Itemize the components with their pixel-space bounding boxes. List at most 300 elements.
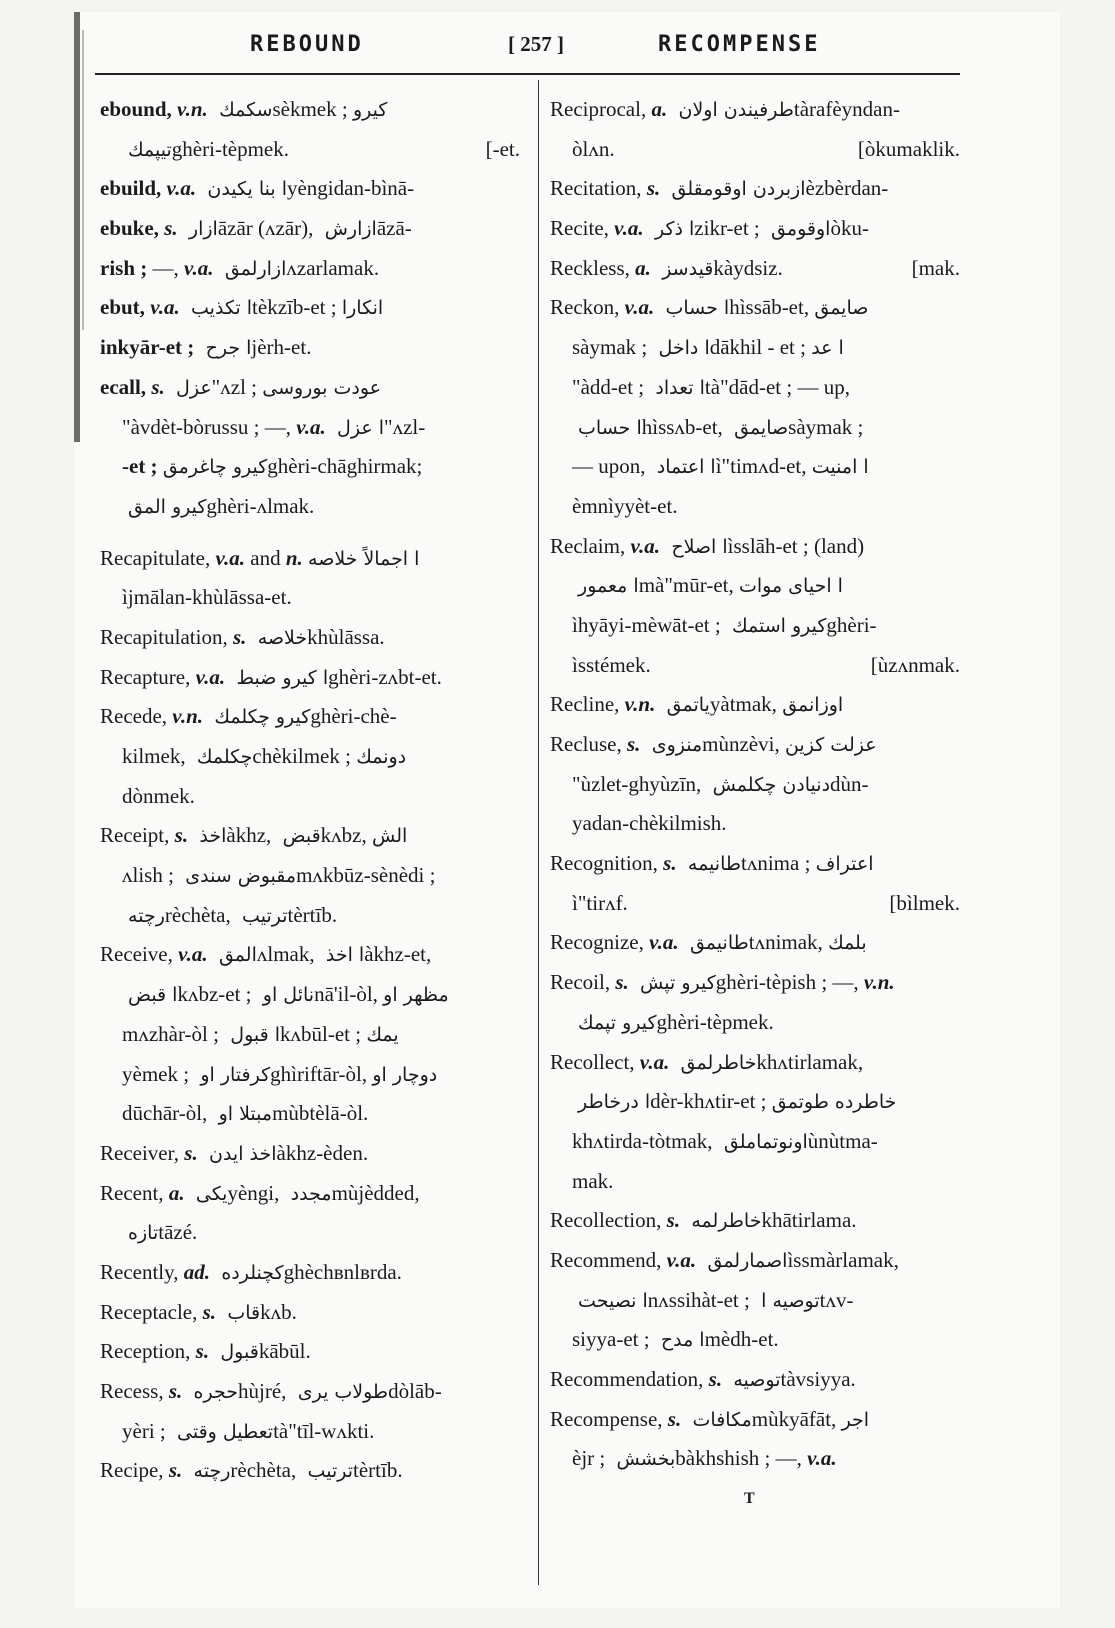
- dictionary-line: [100, 856, 520, 896]
- entry-text: khātirlama.: [761, 1208, 857, 1233]
- ottoman-script: بخشش: [610, 1448, 676, 1471]
- ottoman-script: صايمق: [728, 416, 789, 439]
- entry-text: Recapitulate,: [100, 545, 216, 570]
- ottoman-script: ا درخاطر: [572, 1091, 651, 1114]
- entry-text: Recoil,: [550, 970, 616, 995]
- entry-text: ghèchʙnlʙrda.: [283, 1259, 402, 1284]
- grammar-label: a.: [651, 97, 673, 121]
- grammar-label: v.a.: [649, 930, 684, 955]
- dictionary-line: [550, 1320, 960, 1360]
- grammar-label: v.a.: [807, 1446, 837, 1471]
- dictionary-line: [550, 1082, 960, 1122]
- dictionary-line: [550, 209, 960, 249]
- dictionary-line: [100, 288, 520, 328]
- entry-text: Receiver,: [100, 1140, 185, 1165]
- grammar-label: n.: [285, 545, 309, 570]
- dictionary-line: [100, 1451, 520, 1491]
- grammar-label: s.: [646, 176, 666, 201]
- entry-text: khʌtirda-tòtmak,: [572, 1128, 718, 1153]
- ottoman-script: كيرو المق: [122, 495, 207, 518]
- dictionary-line: [100, 328, 520, 368]
- entry-text: àkhz,: [226, 823, 277, 848]
- dictionary-line: [550, 1162, 960, 1202]
- entry-text: Recommendation,: [550, 1367, 709, 1391]
- headword: ebuke,: [100, 216, 165, 241]
- entry-text: "àdd-et ;: [572, 374, 650, 399]
- ottoman-script: بلمك: [828, 932, 867, 955]
- entry-text: Recognition,: [550, 851, 664, 876]
- grammar-label: v.n.: [863, 970, 895, 995]
- entry-text: Recluse,: [550, 732, 627, 756]
- headword: inkyār-et ;: [100, 335, 200, 360]
- ottoman-script: اجر: [841, 1408, 870, 1431]
- dictionary-line: [550, 1281, 960, 1321]
- ottoman-script: طانيمه: [681, 853, 741, 876]
- dictionary-line: [550, 844, 960, 884]
- dictionary-line: [100, 1055, 520, 1095]
- header-right-word: RECOMPENSE: [658, 32, 821, 57]
- ottoman-script: ا حساب: [572, 416, 642, 439]
- grammar-label: v.n.: [172, 704, 209, 729]
- ottoman-script: ا حساب: [659, 297, 730, 320]
- page-number: [ 257 ]: [508, 32, 564, 56]
- entry-text: — upon,: [572, 454, 651, 479]
- entry-text: òku-: [830, 216, 869, 241]
- grammar-label: s.: [232, 624, 252, 649]
- ottoman-script: ا قبول: [224, 1023, 281, 1046]
- entry-text: Recapitulation,: [100, 624, 233, 649]
- ottoman-script: يكى: [189, 1182, 228, 1205]
- entry-text: khùlāssa.: [307, 624, 385, 649]
- ottoman-script: يمك: [366, 1023, 399, 1046]
- ottoman-script: توصيه ا: [755, 1289, 820, 1312]
- ottoman-script: ا تعداد: [649, 376, 705, 399]
- runover-text: [òkumaklik.: [857, 136, 960, 161]
- entry-text: bàkhshish ; —,: [675, 1446, 808, 1471]
- ottoman-script: خلاصه: [251, 626, 308, 649]
- dictionary-line: [550, 249, 960, 289]
- entry-text: Recite,: [550, 216, 615, 241]
- entry-text: dònmek.: [122, 783, 195, 808]
- ottoman-script: عزل: [170, 376, 212, 399]
- entry-text: Receptacle,: [100, 1299, 203, 1324]
- dictionary-line: [100, 1094, 520, 1134]
- dictionary-line: [550, 1360, 960, 1400]
- dictionary-line: [550, 884, 960, 924]
- dictionary-line: [100, 249, 520, 289]
- ottoman-script: ا اصلاح: [665, 535, 728, 558]
- dictionary-line: [100, 935, 520, 975]
- entry-text: hùjré,: [238, 1379, 292, 1403]
- entry-text: ìhyāyi-mèwāt-et ;: [572, 612, 726, 637]
- ottoman-script: كيرو: [352, 99, 388, 121]
- ottoman-script: كيرو تپش: [634, 972, 716, 995]
- runover-text: [ùzʌnmak.: [870, 652, 960, 677]
- entry-text: ìsslāh-et ; (land): [727, 533, 865, 558]
- dictionary-line: [100, 90, 520, 130]
- entry-text: ùnùtma-: [807, 1128, 878, 1153]
- ottoman-script: مقبوض سندى: [179, 865, 297, 888]
- ottoman-script: طانيمق: [683, 932, 749, 955]
- entry-text: Reckless,: [550, 255, 636, 280]
- ottoman-script: ا اخذ: [319, 944, 365, 967]
- entry-text: ì"timʌd-et,: [715, 454, 812, 479]
- grammar-label: v.a.: [296, 414, 332, 439]
- entry-text: kàydsiz.: [713, 255, 783, 280]
- dictionary-line: [100, 408, 520, 448]
- dictionary-line: [550, 368, 960, 408]
- ottoman-script: دونمك: [356, 746, 407, 768]
- ottoman-script: ترتيب: [301, 1460, 354, 1483]
- entry-text: hìssāb-et,: [729, 295, 815, 320]
- grammar-label: v.n.: [177, 97, 214, 121]
- entry-text: tà"tīl-wʌkti.: [273, 1418, 375, 1443]
- entry-text: Recede,: [100, 704, 173, 729]
- dictionary-line: [100, 896, 520, 936]
- grammar-label: s.: [708, 1367, 728, 1391]
- entry-text: kʌb.: [260, 1299, 297, 1324]
- ottoman-script: خاطرلمه: [685, 1210, 762, 1233]
- grammar-label: a.: [635, 255, 657, 280]
- ottoman-script: منزوى: [645, 734, 703, 756]
- dictionary-line: [100, 816, 520, 856]
- running-header: [100, 32, 960, 66]
- entry-text: "ùzlet-ghyùzīn,: [572, 771, 707, 796]
- entry-text: ìsstémek.: [572, 652, 651, 677]
- grammar-label: s.: [663, 851, 682, 876]
- entry-gap: [100, 527, 520, 539]
- dictionary-line: [550, 288, 960, 328]
- entry-text: ghèri-: [826, 612, 877, 637]
- entry-text: tèrtīb.: [287, 902, 338, 927]
- dictionary-line: [550, 169, 960, 209]
- dictionary-line: [100, 975, 520, 1015]
- dictionary-line: [550, 408, 960, 448]
- grammar-label: v.a.: [666, 1247, 702, 1272]
- grammar-label: s.: [174, 823, 194, 848]
- entry-text: ì"tirʌf.: [572, 890, 628, 915]
- ottoman-script: اوزانمق: [782, 694, 844, 717]
- ottoman-script: خاطرلمق: [674, 1051, 757, 1074]
- entry-text: Reception,: [100, 1339, 196, 1364]
- grammar-label: s.: [615, 970, 635, 995]
- dictionary-line: [550, 1400, 960, 1440]
- dictionary-line: [550, 725, 960, 765]
- grammar-label: s.: [202, 1299, 222, 1324]
- grammar-label: s.: [164, 216, 183, 241]
- ottoman-script: تيپمك: [122, 138, 172, 161]
- entry-text: Recess,: [100, 1379, 169, 1403]
- ottoman-script: كيرو چاغرمق: [162, 456, 268, 479]
- entry-text: dèr-khʌtir-et ;: [650, 1089, 772, 1114]
- ottoman-script: ا كيرو ضبط: [230, 666, 329, 689]
- entry-text: mʌzhàr-òl ;: [122, 1021, 225, 1046]
- ottoman-script: چكلمك: [190, 746, 253, 768]
- ottoman-script: اعتراف: [815, 853, 874, 876]
- entry-text: tèkzīb-et ;: [252, 295, 342, 320]
- ottoman-script: ياتمق: [660, 694, 710, 717]
- right-column: [550, 90, 960, 1479]
- entry-text: dùn-: [830, 771, 869, 796]
- entry-text: yèmek ;: [122, 1061, 195, 1086]
- dictionary-line: [100, 447, 520, 487]
- headword: ecall,: [100, 374, 152, 399]
- grammar-label: ad.: [183, 1259, 216, 1284]
- ottoman-script: صايمق: [814, 297, 869, 320]
- entry-text: ghèri-ʌlmak.: [206, 493, 315, 518]
- entry-text: yèngi,: [227, 1180, 285, 1205]
- entry-text: rèchèta,: [230, 1458, 302, 1483]
- ottoman-script: دنيادن چكلمش: [706, 773, 831, 796]
- ottoman-script: تازه: [122, 1222, 159, 1245]
- dictionary-line: [100, 368, 520, 408]
- grammar-label: v.a.: [178, 942, 213, 967]
- ottoman-script: مظهر او: [383, 984, 449, 1007]
- entry-text: ghèri-chè-: [310, 704, 397, 729]
- ottoman-script: ا عزل: [331, 416, 384, 439]
- entry-text: ghèri-tèpmek.: [656, 1009, 774, 1034]
- entry-text: "ʌzl-: [384, 414, 426, 439]
- ottoman-script: ا ذكر: [648, 218, 695, 241]
- ottoman-script: كيرو تپمك: [572, 1011, 657, 1034]
- ottoman-script: مكافات: [686, 1408, 752, 1431]
- ottoman-script: تعطيل وقتى: [170, 1420, 274, 1443]
- signature-mark: T: [744, 1490, 755, 1507]
- left-column: [100, 90, 520, 1491]
- entry-text: sàymak ;: [572, 335, 653, 360]
- entry-text: tʌnima ;: [741, 851, 816, 876]
- dictionary-line: [550, 1043, 960, 1083]
- entry-text: yèngidan-bìnā-: [286, 176, 415, 201]
- entry-text: Recent,: [100, 1180, 169, 1205]
- entry-text: mùjèdded,: [331, 1180, 420, 1205]
- ottoman-script: ا مدح: [654, 1329, 705, 1352]
- ottoman-script: ا تكذيب: [184, 297, 253, 320]
- ottoman-script: حجره: [187, 1381, 239, 1403]
- entry-text: ghìriftār-òl,: [270, 1061, 373, 1086]
- dictionary-line: [550, 765, 960, 805]
- entry-text: kʌbz,: [320, 823, 372, 848]
- ottoman-script: خاطرده طوتمق: [771, 1091, 897, 1114]
- dictionary-line: [550, 130, 960, 170]
- ottoman-script: ازارلمق: [218, 257, 287, 280]
- entry-text: mʌkbūz-sènèdi ;: [296, 863, 436, 888]
- dictionary-line: [100, 658, 520, 698]
- grammar-label: v.a.: [624, 295, 660, 320]
- entry-text: yàtmak,: [709, 692, 783, 717]
- ottoman-script: قبول: [214, 1341, 259, 1364]
- binding-edge: [82, 30, 84, 330]
- ottoman-script: كرفتار او: [194, 1063, 271, 1086]
- entry-text: Recommend,: [550, 1247, 667, 1272]
- dictionary-line: [100, 1253, 520, 1293]
- entry-text: ghèri-tèpish ; —,: [715, 970, 864, 995]
- ottoman-script: طولاب يرى: [291, 1381, 389, 1403]
- dictionary-line: [550, 1241, 960, 1281]
- ottoman-script: ا امنيت: [811, 456, 869, 479]
- entry-text: siyya-et ;: [572, 1327, 655, 1352]
- entry-text: ghèri-tèpmek.: [171, 136, 289, 161]
- ottoman-script: نائل او: [256, 984, 315, 1007]
- ottoman-script: الش: [372, 825, 408, 848]
- ottoman-script: كچنلرده: [215, 1261, 284, 1284]
- entry-text: dòlāb-: [388, 1379, 442, 1403]
- ottoman-script: قاب: [221, 1301, 261, 1324]
- dictionary-line: [100, 130, 520, 170]
- dictionary-line: [550, 963, 960, 1003]
- ottoman-script: ا اجمالاً خلاصه: [308, 547, 420, 570]
- ottoman-script: ا عد: [811, 337, 844, 360]
- ottoman-script: المق: [212, 944, 257, 967]
- entry-text: mèdh-et.: [704, 1327, 779, 1352]
- dictionary-line: [550, 1003, 960, 1043]
- ottoman-script: ا معمور: [572, 575, 639, 598]
- entry-text: ìjmālan-khùlāssa-et.: [122, 585, 292, 610]
- entry-text: and: [250, 545, 286, 570]
- entry-text: —,: [152, 255, 184, 280]
- ottoman-script: عودت بوروسى: [262, 376, 381, 399]
- ottoman-script: مبتلا او: [212, 1103, 273, 1126]
- entry-text: tʌnimak,: [748, 930, 829, 955]
- dictionary-line: [100, 777, 520, 817]
- grammar-label: s.: [667, 1406, 687, 1431]
- entry-text: Recollection,: [550, 1208, 667, 1233]
- ottoman-script: ا اعتماد: [650, 456, 716, 479]
- entry-text: kʌbūl-et ;: [280, 1021, 367, 1046]
- runover-text: [bìlmek.: [889, 890, 960, 915]
- entry-text: Recently,: [100, 1259, 184, 1284]
- dictionary-line: [100, 697, 520, 737]
- grammar-label: s.: [666, 1208, 686, 1233]
- entry-text: chèkilmek ;: [252, 744, 357, 768]
- entry-text: Reckon,: [550, 295, 625, 320]
- ottoman-script: انكارا: [341, 297, 384, 320]
- grammar-label: v.a.: [195, 664, 231, 689]
- entry-text: Recognize,: [550, 930, 650, 955]
- entry-text: sèkmek ;: [272, 97, 353, 121]
- grammar-label: s.: [626, 732, 646, 756]
- grammar-label: v.a.: [150, 295, 185, 320]
- dictionary-line: [550, 527, 960, 567]
- entry-text: ʌlmak,: [256, 942, 320, 967]
- ottoman-script: كيرو استمك: [725, 614, 827, 637]
- dictionary-line: [100, 1213, 520, 1253]
- column-divider: [538, 80, 539, 1585]
- dictionary-line: [100, 539, 520, 579]
- grammar-label: v.a.: [215, 545, 251, 570]
- dictionary-line: [550, 923, 960, 963]
- grammar-label: v.n.: [624, 692, 661, 717]
- ottoman-script: اخذ ايدن: [202, 1142, 277, 1165]
- entry-text: èmnìyyèt-et.: [572, 493, 678, 518]
- dictionary-line: [100, 737, 520, 777]
- runover-text: [-et.: [485, 136, 520, 161]
- grammar-label: s.: [195, 1339, 215, 1364]
- ottoman-script: توصيه: [727, 1369, 781, 1391]
- ottoman-script: كيرو چكلمك: [208, 706, 311, 729]
- grammar-label: v.a.: [614, 216, 649, 241]
- ottoman-script: رچته: [187, 1460, 231, 1483]
- dictionary-line: [100, 169, 520, 209]
- entry-text: ghèri-zʌbt-et.: [328, 664, 442, 689]
- dictionary-line: [550, 328, 960, 368]
- entry-text: Recipe,: [100, 1458, 169, 1483]
- dictionary-line: [550, 1201, 960, 1241]
- dictionary-line: [100, 487, 520, 527]
- entry-text: tàrafèyndan-: [793, 97, 900, 121]
- entry-text: yèri ;: [122, 1418, 171, 1443]
- dictionary-line: [550, 90, 960, 130]
- ottoman-script: قبض: [276, 825, 321, 848]
- headword: ebut,: [100, 295, 151, 320]
- ottoman-script: قيدسز: [656, 257, 714, 280]
- ottoman-script: ا نصيحت: [572, 1289, 648, 1312]
- ottoman-script: دوچار او: [372, 1063, 438, 1086]
- grammar-label: v.a.: [639, 1049, 675, 1074]
- ottoman-script: سكمك: [213, 99, 273, 121]
- dictionary-line: [550, 606, 960, 646]
- entry-text: āzā-: [376, 216, 412, 241]
- entry-text: Receipt,: [100, 823, 175, 848]
- ottoman-script: اخذ: [193, 825, 227, 848]
- ottoman-script: مجدد: [284, 1182, 332, 1205]
- dictionary-line: [550, 1122, 960, 1162]
- dictionary-line: [550, 447, 960, 487]
- entry-text: ʌzarlamak.: [286, 255, 380, 280]
- entry-text: Recapture,: [100, 664, 196, 689]
- grammar-label: s.: [184, 1140, 203, 1165]
- entry-text: —,: [264, 414, 297, 439]
- dictionary-line: [100, 209, 520, 249]
- runover-text: [mak.: [911, 255, 960, 280]
- dictionary-line: [550, 487, 960, 527]
- entry-text: sàymak ;: [788, 414, 864, 439]
- entry-text: òlʌn.: [572, 136, 615, 161]
- dictionary-line: [100, 1293, 520, 1333]
- entry-text: Reclaim,: [550, 533, 631, 558]
- ottoman-script: طرفيندن اولان: [672, 99, 794, 121]
- dictionary-line: [100, 1015, 520, 1055]
- entry-text: mùkyāfāt,: [751, 1406, 842, 1431]
- dictionary-line: [550, 1439, 960, 1479]
- entry-text: zikr-et ;: [694, 216, 766, 241]
- ottoman-script: ازار: [182, 218, 218, 241]
- ottoman-script: رچته: [122, 904, 165, 927]
- ottoman-script: ازبردن اوقومقلق: [665, 178, 806, 201]
- dictionary-line: [100, 1412, 520, 1452]
- entry-text: tà"dād-et ; — up,: [704, 374, 850, 399]
- entry-text: hìssʌb-et,: [641, 414, 729, 439]
- entry-text: èzbèrdan-: [805, 176, 889, 201]
- entry-text: mà"mūr-et,: [638, 573, 739, 598]
- headword: ebound,: [100, 97, 178, 121]
- ottoman-script: ا داخل: [652, 337, 710, 360]
- headword: rish ;: [100, 255, 153, 280]
- entry-text: mùbtèlā-òl.: [272, 1101, 369, 1126]
- entry-text: āzār (ʌzār),: [217, 216, 319, 241]
- header-left-word: REBOUND: [250, 32, 364, 57]
- entry-text: tʌv-: [819, 1287, 854, 1312]
- entry-text: jèrh-et.: [251, 335, 312, 360]
- entry-text: kābūl.: [258, 1339, 311, 1364]
- entry-text: èjr ;: [572, 1446, 611, 1471]
- dictionary-line: [100, 1332, 520, 1372]
- entry-text: tèrtīb.: [353, 1458, 403, 1483]
- entry-text: nā'il-òl,: [314, 982, 384, 1007]
- grammar-label: s.: [168, 1458, 188, 1483]
- entry-text: tàvsiyya.: [780, 1367, 856, 1391]
- entry-text: tāzé.: [158, 1220, 198, 1245]
